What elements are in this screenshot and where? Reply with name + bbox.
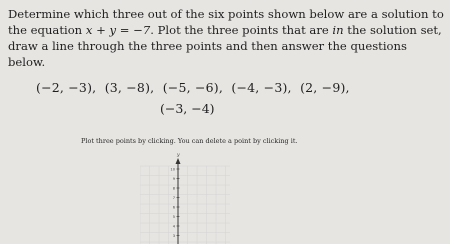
points-list-row-2: [160, 101, 215, 116]
point-option: (−5, −6),: [162, 80, 224, 95]
question-part-3: the solution set, draw a line through the three points and then answer the questions below.: [8, 23, 442, 69]
question-emphasis: in: [332, 23, 344, 37]
y-tick-label: 6: [172, 205, 175, 210]
y-axis-label: y: [177, 153, 180, 158]
graph-background: [140, 150, 230, 244]
y-tick-label: 7: [172, 196, 175, 200]
point-option: (2, −9),: [300, 80, 350, 95]
graph-canvas[interactable]: [140, 150, 230, 244]
y-tick-label: 5: [172, 215, 175, 219]
point-option: (−4, −3),: [231, 80, 292, 95]
point-option: (−2, −3),: [36, 80, 97, 95]
point-option: (−3, −4): [160, 101, 215, 116]
question-text: [8, 6, 444, 70]
point-option: (3, −8),: [104, 80, 155, 95]
y-tick-label: 10: [170, 167, 175, 172]
question-part-1: Determine which three out of the six points shown below are a solution to the equation: [8, 7, 444, 37]
y-tick-label: 4: [172, 224, 175, 229]
y-tick-label: 3: [172, 234, 175, 238]
question-part-2: . Plot the three points that are: [150, 23, 333, 37]
plot-instruction: Plot three points by clicking. You can delete a point by clicking it.: [81, 137, 298, 145]
y-tick-label: 9: [172, 177, 175, 181]
points-list-row-1: [36, 80, 350, 95]
coordinate-graph[interactable]: [140, 150, 230, 244]
equation: x + y = −7: [85, 23, 151, 37]
y-tick-label: 8: [172, 186, 175, 191]
